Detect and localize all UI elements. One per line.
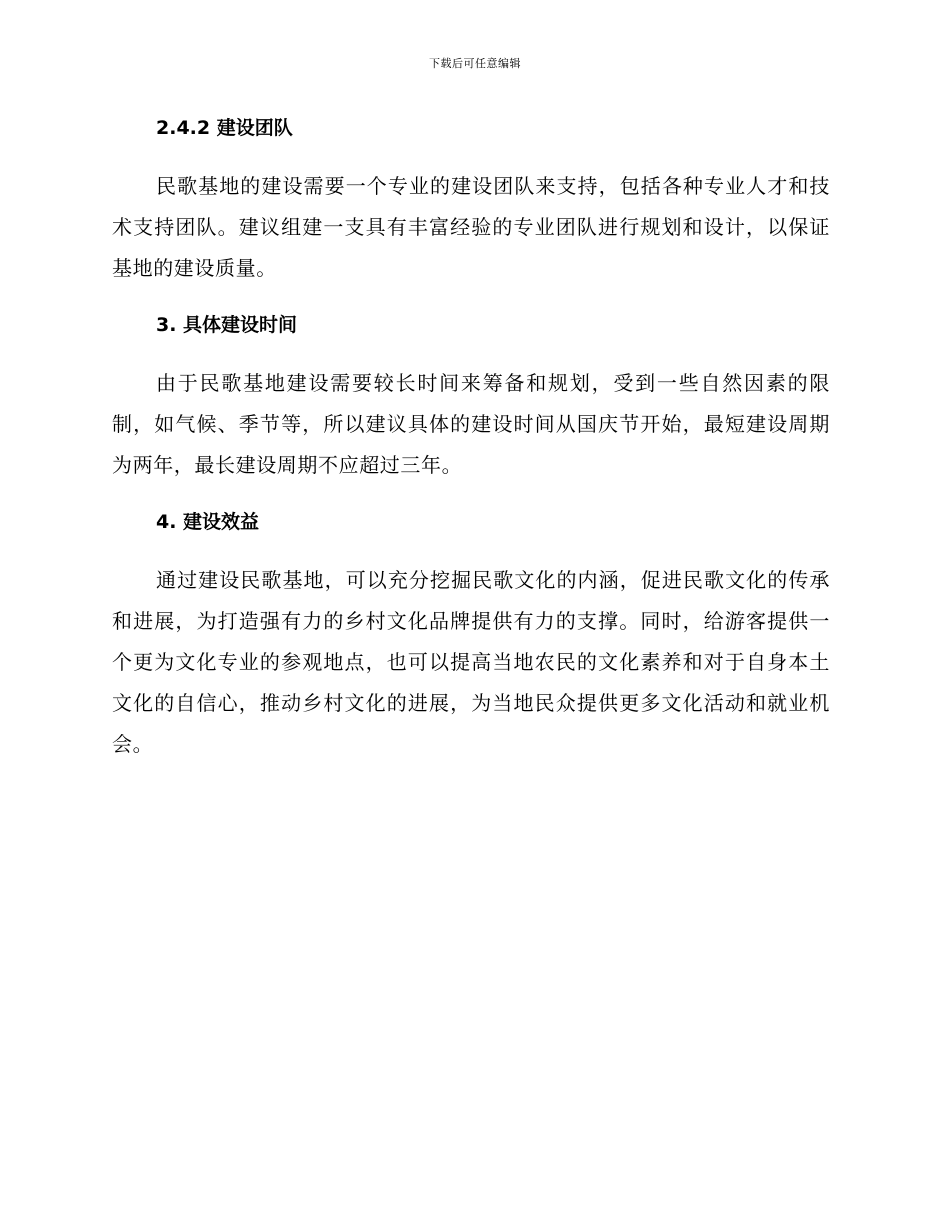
- section-paragraph-construction-time: 由于民歌基地建设需要较长时间来筹备和规划，受到一些自然因素的限制，如气候、季节等，所以建议具体的建设时间从国庆节开始，最短建设周期为两年，最长建设周期不应超过三年。: [112, 371, 830, 477]
- section-heading-construction-team: 2.4.2 建设团队: [156, 117, 293, 139]
- page-header-note: 下载后可任意编辑: [429, 57, 521, 70]
- section-paragraph-construction-team: 民歌基地的建设需要一个专业的建设团队来支持，包括各种专业人才和技术支持团队。建议组建一支具有丰富经验的专业团队进行规划和设计，以保证基地的建设质量。: [112, 174, 830, 280]
- section-paragraph-construction-benefits: 通过建设民歌基地，可以充分挖掘民歌文化的内涵，促进民歌文化的传承和进展，为打造强有力的乡村文化品牌提供有力的支撑。同时，给游客提供一个更为文化专业的参观地点，也可以提高当地农民的文化素养和对于自身本土文化的自信心，推动乡村文化的进展，为当地民众提供更多文化活动和就业机会。: [112, 568, 830, 756]
- section-heading-construction-time: 3. 具体建设时间: [156, 314, 298, 336]
- document-body: [112, 112, 830, 765]
- section-heading-construction-benefits: 4. 建设效益: [156, 511, 260, 533]
